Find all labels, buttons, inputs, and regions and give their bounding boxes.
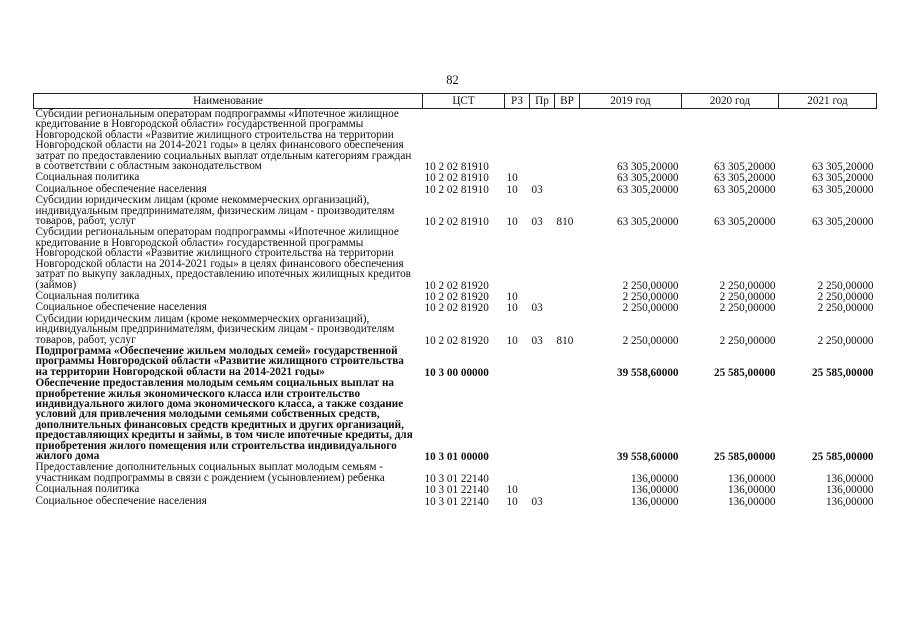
row-name: Обеспечение предоставления молодым семьям социальных выплат на приобретение жилья экономического класса или строительство индивидуального жилого дома экономического класса, а также создание условий для привлечения молодыми семьями собственных средств, дополнительных финансовых средств кредитных и других организаций, предоставляющих кредиты и займы, в том числе ипотечные кредиты, для приобретения жилого помещения или строительства индивидуального жилого дома	[35, 377, 413, 462]
row-value-2019: 2 250,00000	[622, 334, 679, 347]
row-vr	[555, 378, 580, 462]
row-cst: 10 2 02 81920	[424, 302, 489, 315]
row-vr	[555, 462, 580, 484]
row-rz: 10	[506, 172, 518, 185]
row-value-2019: 136,00000	[630, 495, 679, 508]
row-pr	[530, 109, 555, 173]
row-value-2020: 25 585,00000	[713, 451, 776, 463]
row-cst: 10 3 01 22140	[424, 472, 489, 485]
row-value-2019: 2 250,00000	[622, 290, 679, 303]
row-pr	[530, 172, 555, 183]
row-pr	[530, 227, 555, 290]
header-pr: Пр	[530, 94, 555, 109]
row-pr	[530, 462, 555, 484]
row-value-2020: 136,00000	[727, 495, 776, 508]
row-pr	[530, 378, 555, 462]
row-vr	[555, 227, 580, 290]
row-name: Социальное обеспечение населения	[35, 301, 207, 314]
header-row	[34, 94, 877, 109]
row-value-2020: 2 250,00000	[719, 279, 776, 292]
row-value-2021: 2 250,00000	[817, 290, 874, 303]
row-vr	[555, 291, 580, 302]
row-rz	[505, 227, 530, 290]
table-row	[34, 496, 877, 507]
row-value-2020: 2 250,00000	[719, 290, 776, 303]
header-2020: 2020 год	[682, 94, 779, 109]
row-name: Субсидии юридическим лицам (кроме некоммерческих организаций), индивидуальным предпринимателям, физическим лицам - производителям товаров, работ, услуг	[35, 312, 395, 346]
row-rz: 10	[506, 495, 518, 508]
row-value-2019: 63 305,20000	[616, 216, 679, 229]
row-rz: 10	[506, 216, 518, 229]
table-row	[34, 109, 877, 173]
row-rz: 10	[506, 302, 518, 315]
header-rz: РЗ	[505, 94, 530, 109]
table-row	[34, 314, 877, 346]
row-vr: 810	[556, 334, 574, 347]
row-pr	[530, 346, 555, 378]
row-pr	[530, 484, 555, 495]
row-value-2020: 2 250,00000	[719, 302, 776, 315]
row-value-2019: 136,00000	[630, 472, 679, 485]
row-value-2021: 2 250,00000	[817, 279, 874, 292]
row-value-2021: 63 305,20000	[811, 161, 874, 174]
table-row	[34, 462, 877, 484]
row-name: Социальная политика	[35, 483, 140, 496]
row-value-2019: 63 305,20000	[616, 161, 679, 174]
header-name: Наименование	[34, 94, 423, 109]
row-value-2019: 63 305,20000	[616, 183, 679, 196]
row-value-2021: 2 250,00000	[817, 334, 874, 347]
row-vr	[555, 172, 580, 183]
row-name: Социальная политика	[35, 171, 140, 184]
row-pr	[530, 291, 555, 302]
row-name: Предоставление дополнительных социальных выплат молодым семьям - участникам подпрограммы в связи с рождением (усыновлением) ребенка	[35, 461, 385, 484]
table-row	[34, 302, 877, 313]
row-vr	[555, 484, 580, 495]
row-cst: 10 2 02 81910	[424, 216, 489, 229]
table-row	[34, 346, 877, 378]
row-value-2021: 136,00000	[825, 484, 874, 497]
header-2021: 2021 год	[779, 94, 877, 109]
row-value-2021: 136,00000	[825, 472, 874, 485]
row-vr	[555, 496, 580, 507]
row-value-2020: 136,00000	[727, 484, 776, 497]
row-value-2020: 63 305,20000	[713, 183, 776, 196]
row-value-2020: 2 250,00000	[719, 334, 776, 347]
row-cst: 10 2 02 81910	[424, 183, 489, 196]
row-value-2020: 136,00000	[727, 472, 776, 485]
row-rz	[505, 378, 530, 462]
row-pr: 03	[531, 495, 543, 508]
table-row	[34, 378, 877, 462]
row-cst: 10 3 01 00000	[424, 451, 489, 463]
row-value-2019: 39 558,60000	[616, 451, 679, 463]
row-name: Социальное обеспечение населения	[35, 182, 207, 195]
row-rz	[505, 462, 530, 484]
row-cst: 10 2 02 81910	[424, 172, 489, 185]
row-value-2019: 2 250,00000	[622, 279, 679, 292]
row-name: Субсидии региональным операторам подпрограммы «Ипотечное жилищное кредитование в Новгородской области» государственной программы Новгородской области «Развитие жилищного строительства на территории Новгородской области на 2014-2021 годы» в целях финансового обеспечения затрат по предоставлению социальных выплат отдельным категориям граждан в соответствии с областным законодательством	[35, 108, 412, 173]
table-row	[34, 484, 877, 495]
row-vr	[555, 184, 580, 195]
row-vr	[555, 302, 580, 313]
row-pr: 03	[531, 302, 543, 315]
header-cst: ЦСТ	[423, 94, 505, 109]
row-value-2021: 63 305,20000	[811, 172, 874, 185]
row-pr: 03	[531, 183, 543, 196]
row-rz: 10	[506, 183, 518, 196]
row-cst: 10 2 02 81920	[424, 279, 489, 292]
row-name: Субсидии юридическим лицам (кроме некоммерческих организаций), индивидуальным предпринимателям, физическим лицам - производителям товаров, работ, услуг	[35, 194, 395, 228]
table-row	[34, 195, 877, 227]
row-value-2020: 25 585,00000	[713, 366, 776, 379]
row-pr: 03	[531, 216, 543, 229]
row-value-2019: 2 250,00000	[622, 302, 679, 315]
row-value-2021: 25 585,00000	[811, 366, 874, 379]
row-value-2021: 63 305,20000	[811, 183, 874, 196]
row-value-2020: 63 305,20000	[713, 161, 776, 174]
row-name: Субсидии региональным операторам подпрограммы «Ипотечное жилищное кредитование в Новгородской области» государственной программы Новгородской области «Развитие жилищного строительства на территории Новгородской области на 2014-2021 годы» в целях финансового обеспечения затрат по выкупу закладных, предоставлению ипотечных жилищных кредитов (займов)	[35, 226, 411, 291]
row-name: Социальная политика	[35, 289, 140, 302]
row-rz: 10	[506, 334, 518, 347]
row-vr	[555, 346, 580, 378]
row-value-2021: 136,00000	[825, 495, 874, 508]
budget-table	[33, 93, 877, 507]
header-2019: 2019 год	[580, 94, 682, 109]
row-vr: 810	[556, 216, 574, 229]
row-cst: 10 3 01 22140	[424, 484, 489, 497]
row-cst: 10 2 02 81920	[424, 290, 489, 303]
row-value-2021: 63 305,20000	[811, 216, 874, 229]
table-body	[34, 109, 877, 508]
row-rz	[505, 346, 530, 378]
page-number: 82	[446, 73, 459, 87]
table-row	[34, 227, 877, 290]
row-cst: 10 3 00 00000	[424, 366, 489, 379]
row-value-2019: 136,00000	[630, 484, 679, 497]
row-name: Социальное обеспечение населения	[35, 494, 207, 507]
row-rz	[505, 109, 530, 173]
row-rz: 10	[506, 484, 518, 497]
row-name: Подпрограмма «Обеспечение жильем молодых семей» государственной программы Новгородской области «Развитие жилищного строительства на территории Новгородской области на 2014-2021 годы»	[35, 344, 404, 378]
row-value-2020: 63 305,20000	[713, 216, 776, 229]
row-pr: 03	[531, 334, 543, 347]
row-rz: 10	[506, 290, 518, 303]
row-value-2021: 25 585,00000	[811, 451, 874, 463]
row-cst: 10 2 02 81920	[424, 334, 489, 347]
row-cst: 10 2 02 81910	[424, 161, 489, 174]
row-value-2019: 39 558,60000	[616, 366, 679, 379]
row-value-2019: 63 305,20000	[616, 172, 679, 185]
header-vr: ВР	[555, 94, 580, 109]
row-vr	[555, 109, 580, 173]
row-value-2021: 2 250,00000	[817, 302, 874, 315]
row-value-2020: 63 305,20000	[713, 172, 776, 185]
row-cst: 10 3 01 22140	[424, 495, 489, 508]
